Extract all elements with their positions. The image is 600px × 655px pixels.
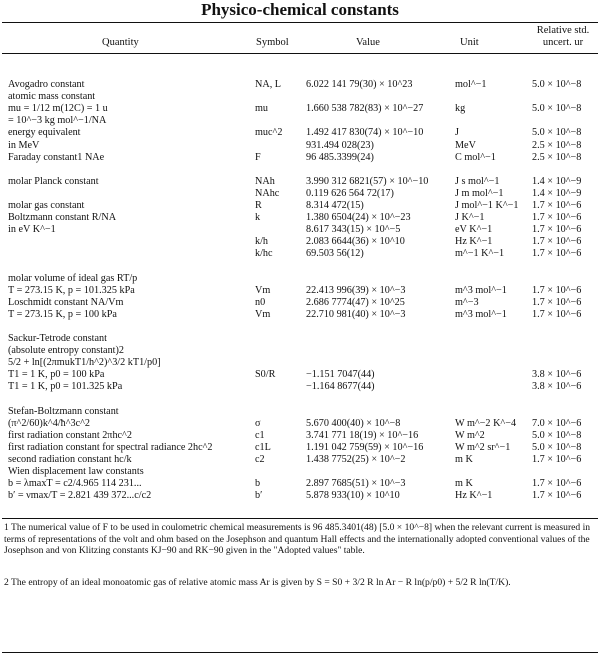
cell-unit: Hz K^−1 [455, 490, 493, 502]
spacer-row [0, 394, 600, 406]
cell-value: 6.022 141 79(30) × 10^23 [306, 79, 413, 91]
cell-quantity: Loschmidt constant NA/Vm [8, 296, 124, 308]
cell-rel-uncert: 1.7 × 10^−6 [532, 478, 582, 490]
cell-quantity: molar Planck constant [8, 175, 99, 187]
cell-symbol: k [255, 212, 261, 224]
table-row [0, 200, 600, 212]
cell-unit: m^−1 K^−1 [455, 248, 505, 260]
cell-value: 22.710 981(40) × 10^−3 [306, 308, 406, 320]
cell-symbol: NAhc [255, 187, 280, 199]
table-bottom-rule [2, 518, 598, 519]
cell-rel-uncert: 3.8 × 10^−6 [532, 369, 582, 381]
cell-value: 0.119 626 564 72(17) [306, 187, 394, 199]
cell-unit: m K [455, 478, 473, 490]
cell-symbol: b′ [255, 490, 263, 502]
footnote-1: 1 The numerical value of F to be used in coulometric chemical measurements is 96 485.3401(48) [5.0 × 10^−8] when the relevant current is measured in terms of representations of the volt and ohm based on the Josephson and quantum Hall effects and the internationally adopted conventional values of the Josephson and von Klitzing constants KJ−90 and RK−90 given in the "Adopted values" table. [4, 522, 591, 557]
header-symbol: Symbol [256, 37, 289, 48]
cell-unit: kg [455, 103, 466, 115]
cell-quantity: mu = 1/12 m(12C) = 1 u [8, 103, 108, 115]
table-row [0, 430, 600, 442]
table-row [0, 418, 600, 430]
table-row [0, 103, 600, 115]
cell-value: 931.494 028(23) [306, 139, 374, 151]
cell-symbol: k/h [255, 236, 269, 248]
cell-quantity: first radiation constant for spectral radiance 2hc^2 [8, 441, 213, 453]
table-row [0, 248, 600, 260]
table-row [0, 454, 600, 466]
cell-quantity: second radiation constant hc/k [8, 454, 132, 465]
cell-quantity: first radiation constant 2πhc^2 [8, 429, 132, 441]
cell-symbol: Vm [255, 284, 271, 296]
table-row [0, 369, 600, 381]
cell-value: 3.741 771 18(19) × 10^−16 [306, 429, 419, 441]
cell-rel-uncert: 1.7 × 10^−6 [532, 236, 582, 248]
table-row [0, 152, 600, 164]
cell-symbol: S0/R [255, 369, 276, 381]
cell-value: 96 485.3399(24) [306, 151, 374, 163]
cell-quantity: Wien displacement law constants [8, 466, 144, 478]
header-rel-line2: uncert. ur [542, 37, 584, 48]
cell-quantity: 5/2 + ln[(2πmukT1/h^2)^3/2 kT1/p0] [8, 357, 161, 369]
cell-symbol: R [255, 200, 262, 212]
cell-value: 8.617 343(15) × 10^−5 [306, 224, 401, 236]
table-row [0, 406, 600, 418]
cell-value: 69.503 56(12) [306, 248, 364, 260]
cell-quantity: Sackur-Tetrode constant [8, 333, 107, 345]
cell-unit: J m mol^−1 [455, 187, 504, 199]
table-row [0, 91, 600, 103]
cell-quantity: in MeV [8, 139, 40, 151]
cell-unit: m^−3 [455, 296, 479, 308]
cell-symbol: mu [255, 103, 269, 115]
header-quantity: Quantity [102, 37, 139, 48]
table-row [0, 176, 600, 188]
header-rule [2, 53, 598, 54]
cell-symbol: NAh [255, 175, 275, 187]
table-row [0, 236, 600, 248]
cell-symbol: n0 [255, 296, 266, 308]
cell-symbol: b [255, 478, 261, 490]
cell-quantity: molar gas constant [8, 200, 85, 212]
spacer-row [0, 164, 600, 176]
cell-rel-uncert: 1.7 × 10^−6 [532, 212, 582, 224]
cell-rel-uncert: 7.0 × 10^−6 [532, 417, 582, 429]
cell-unit: m^3 mol^−1 [455, 284, 507, 296]
cell-unit: J K^−1 [455, 212, 485, 224]
cell-unit: J s mol^−1 [455, 175, 500, 187]
cell-value: 2.686 7774(47) × 10^25 [306, 296, 405, 308]
cell-rel-uncert: 5.0 × 10^−8 [532, 79, 582, 91]
cell-symbol: Vm [255, 308, 271, 320]
cell-value: 1.492 417 830(74) × 10^−10 [306, 127, 424, 139]
cell-value: 1.660 538 782(83) × 10^−27 [306, 103, 424, 115]
cell-value: 5.670 400(40) × 10^−8 [306, 417, 401, 429]
table-row [0, 466, 600, 478]
cell-quantity: in eV K^−1 [8, 224, 56, 236]
cell-symbol: c1L [255, 441, 271, 453]
cell-rel-uncert: 1.7 × 10^−6 [532, 308, 582, 320]
table-row [0, 490, 600, 502]
cell-value: −1.151 7047(44) [306, 369, 375, 381]
cell-symbol: muc^2 [255, 127, 283, 139]
cell-rel-uncert: 2.5 × 10^−8 [532, 139, 582, 151]
cell-value: 2.083 6644(36) × 10^10 [306, 236, 405, 248]
cell-quantity: T = 273.15 K, p = 100 kPa [8, 308, 117, 320]
cell-unit: MeV [455, 139, 476, 151]
cell-value: 2.897 7685(51) × 10^−3 [306, 478, 406, 490]
cell-rel-uncert: 1.4 × 10^−9 [532, 187, 582, 199]
cell-quantity: b = λmaxT = c2/4.965 114 231... [8, 478, 142, 490]
cell-value: 1.380 6504(24) × 10^−23 [306, 212, 411, 224]
cell-value: 5.878 933(10) × 10^10 [306, 490, 400, 502]
table-row [0, 212, 600, 224]
cell-rel-uncert: 5.0 × 10^−8 [532, 441, 582, 453]
cell-quantity: atomic mass constant [8, 91, 96, 103]
table-row [0, 442, 600, 454]
cell-unit: W m^2 sr^−1 [455, 441, 511, 453]
cell-unit: m K [455, 454, 473, 465]
table-row [0, 333, 600, 345]
table-row [0, 357, 600, 369]
table-row [0, 285, 600, 297]
cell-rel-uncert: 1.7 × 10^−6 [532, 200, 582, 212]
cell-value: 8.314 472(15) [306, 200, 364, 212]
cell-quantity: b′ = νmax/T = 2.821 439 372...c/c2 [8, 490, 152, 502]
table-row [0, 297, 600, 309]
cell-unit: C mol^−1 [455, 151, 496, 163]
cell-symbol: F [255, 151, 261, 163]
cell-unit: J mol^−1 K^−1 [455, 200, 519, 212]
cell-symbol: σ [255, 417, 261, 429]
cell-unit: mol^−1 [455, 79, 487, 91]
cell-quantity: T1 = 1 K, p0 = 101.325 kPa [8, 381, 123, 393]
header-rel-line1: Relative std. [536, 25, 590, 36]
cell-rel-uncert: 1.7 × 10^−6 [532, 490, 582, 502]
cell-value: 3.990 312 6821(57) × 10^−10 [306, 175, 429, 187]
header-value: Value [356, 37, 380, 48]
cell-value: 1.438 7752(25) × 10^−2 [306, 454, 406, 465]
cell-rel-uncert: 2.5 × 10^−8 [532, 151, 582, 163]
cell-quantity: T = 273.15 K, p = 101.325 kPa [8, 284, 135, 296]
cell-quantity: molar volume of ideal gas RT/p [8, 272, 138, 284]
cell-rel-uncert: 5.0 × 10^−8 [532, 127, 582, 139]
cell-quantity: Faraday constant1 NAe [8, 151, 105, 163]
spacer-row [0, 261, 600, 273]
cell-unit: eV K^−1 [455, 224, 493, 236]
cell-rel-uncert: 1.4 × 10^−9 [532, 175, 582, 187]
cell-quantity: (π^2/60)k^4/ħ^3c^2 [8, 417, 90, 429]
table-row [0, 273, 600, 285]
cell-symbol: c2 [255, 454, 265, 465]
spacer-row [0, 321, 600, 333]
cell-unit: m^3 mol^−1 [455, 308, 507, 320]
cell-unit: J [455, 127, 459, 139]
table-row [0, 188, 600, 200]
spacer-row [0, 67, 600, 79]
table-row [0, 115, 600, 127]
table-row [0, 381, 600, 393]
cell-quantity: Boltzmann constant R/NA [8, 212, 117, 224]
cell-unit: Hz K^−1 [455, 236, 493, 248]
constants-table [0, 67, 600, 502]
cell-quantity: = 10^−3 kg mol^−1/NA [8, 115, 107, 127]
cell-quantity: T1 = 1 K, p0 = 100 kPa [8, 369, 105, 381]
header-unit: Unit [460, 37, 479, 48]
cell-unit: W m^−2 K^−4 [455, 417, 517, 429]
table-row [0, 79, 600, 91]
cell-quantity: Avogadro constant [8, 79, 85, 91]
page-title: Physico-chemical constants [201, 0, 399, 19]
cell-quantity: energy equivalent [8, 127, 81, 139]
cell-rel-uncert: 5.0 × 10^−8 [532, 103, 582, 115]
table-row [0, 127, 600, 139]
cell-rel-uncert: 1.7 × 10^−6 [532, 296, 582, 308]
cell-rel-uncert: 1.7 × 10^−6 [532, 284, 582, 296]
cell-rel-uncert: 1.7 × 10^−6 [532, 248, 582, 260]
cell-value: 1.191 042 759(59) × 10^−16 [306, 441, 424, 453]
bottom-rule [2, 652, 598, 653]
cell-value: 22.413 996(39) × 10^−3 [306, 284, 406, 296]
table-row [0, 309, 600, 321]
cell-value: −1.164 8677(44) [306, 381, 375, 393]
table-row [0, 478, 600, 490]
cell-rel-uncert: 1.7 × 10^−6 [532, 454, 582, 465]
table-row [0, 345, 600, 357]
table-row [0, 140, 600, 152]
cell-quantity: Stefan-Boltzmann constant [8, 405, 119, 417]
footnote-2: 2 The entropy of an ideal monoatomic gas of relative atomic mass Ar is given by S = S0 + 3/2 R ln Ar − R ln(p/p0) + 5/2 R ln(T/K). [4, 577, 511, 588]
cell-unit: W m^2 [455, 429, 485, 441]
cell-quantity: (absolute entropy constant)2 [8, 345, 124, 357]
cell-symbol: c1 [255, 429, 265, 441]
table-row [0, 224, 600, 236]
cell-rel-uncert: 3.8 × 10^−6 [532, 381, 582, 393]
cell-symbol: k/hc [255, 248, 273, 260]
cell-rel-uncert: 1.7 × 10^−6 [532, 224, 582, 236]
cell-rel-uncert: 5.0 × 10^−8 [532, 429, 582, 441]
top-rule [2, 22, 598, 23]
cell-symbol: NA, L [255, 79, 282, 91]
